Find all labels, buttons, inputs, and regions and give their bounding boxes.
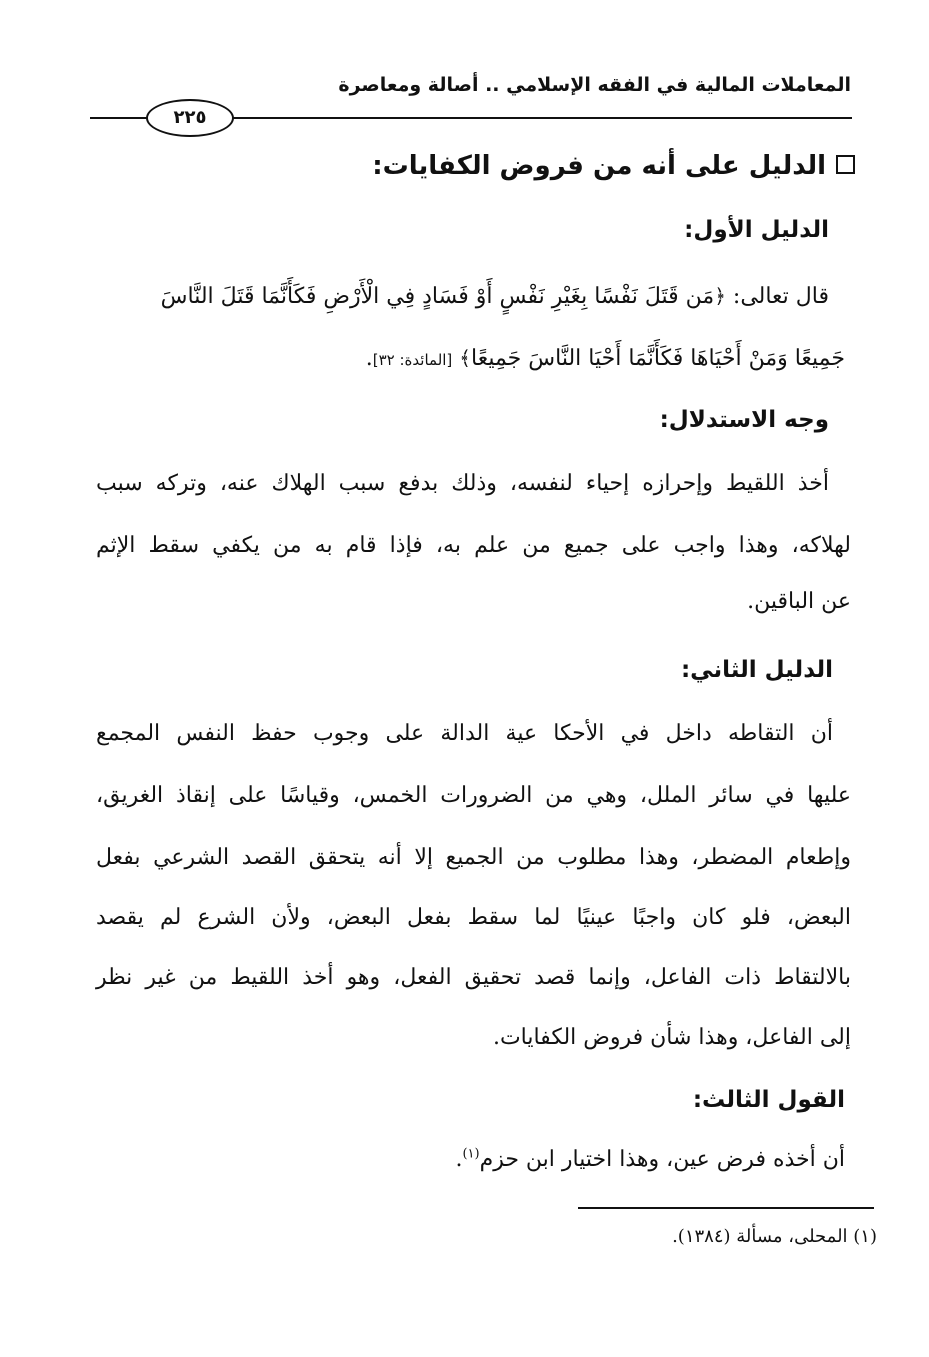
checkbox-bullet-icon <box>836 155 855 174</box>
footnote-rule <box>578 1207 874 1209</box>
third-opinion-line <box>455 1140 845 1180</box>
second-evidence-line-4: البعض، فلو كان واجبًا عينيًا لما سقط بفعل البعض، ولأن الشرع لم يقصد <box>96 905 851 930</box>
inference-line-1: أخذ اللقيط وإحرازه إحياء لنفسه، وذلك بدفع سبب الهلاك عنه، وتركه سبب <box>96 471 829 496</box>
section-heading-text: الدليل على أنه من فروض الكفايات: <box>372 151 826 181</box>
inference-line-3: عن الباقين. <box>747 589 851 614</box>
second-evidence-line-5: بالالتقاط ذات الفاعل، وإنما قصد تحقيق الفعل، وهو أخذ اللقيط من غير نظر <box>96 965 851 990</box>
verse-close-brace: ﴾ <box>459 346 471 370</box>
verse-open-brace: ﴿ <box>714 284 726 308</box>
third-opinion-heading: القول الثالث: <box>692 1087 845 1113</box>
third-opinion-text: أن أخذه فرض عين، وهذا اختيار ابن حزم <box>479 1147 845 1172</box>
third-opinion-end-mark: . <box>455 1147 463 1172</box>
verse-intro: قال تعالى: <box>732 284 829 309</box>
verse-line-2 <box>366 338 845 380</box>
verse-end-mark: . <box>365 346 373 371</box>
footnote: (١) المحلى، مسألة (١٣٨٤). <box>672 1226 877 1247</box>
second-evidence-line-6: إلى الفاعل، وهذا شأن فروض الكفايات. <box>492 1025 851 1050</box>
second-evidence-line-1: أن التقاطه داخل في الأحكا عية الدالة على وجوب حفظ النفس المجمع <box>96 721 833 746</box>
second-evidence-line-2: عليها في سائر الملل، وهي من الضرورات الخمس، وقياسًا على إنقاذ الغريق، <box>96 783 851 808</box>
section-heading <box>372 146 855 186</box>
verse-text-1: مَن قَتَلَ نَفْسًا بِغَيْرِ نَفْسٍ أَوْ فَسَادٍ فِي الْأَرْضِ فَكَأَنَّمَا قَتَلَ النَّاسَ <box>160 284 715 309</box>
verse-text-2: جَمِيعًا وَمَنْ أَحْيَاهَا فَكَأَنَّمَا أَحْيَا النَّاسَ جَمِيعًا <box>471 346 845 371</box>
verse-line-1 <box>161 276 829 317</box>
inference-heading: وجه الاستدلال: <box>659 407 829 433</box>
inference-line-2: لهلاكه، وهذا واجب على جميع من علم به، فإذا قام به من يكفي سقط الإثم <box>96 533 851 558</box>
page-number: ٢٢٥ <box>146 99 234 137</box>
first-evidence-heading: الدليل الأول: <box>684 217 829 243</box>
footnote-reference: (١) <box>462 1146 480 1162</box>
second-evidence-heading: الدليل الثاني: <box>680 657 833 683</box>
verse-citation: [المائدة: ٣٢] <box>372 351 453 369</box>
running-title: المعاملات المالية في الفقه الإسلامي .. أصالة ومعاصرة <box>338 74 851 96</box>
second-evidence-line-3: وإطعام المضطر، وهذا مطلوب من الجميع إلا أنه يتحقق القصد الشرعي بفعل <box>96 845 851 870</box>
